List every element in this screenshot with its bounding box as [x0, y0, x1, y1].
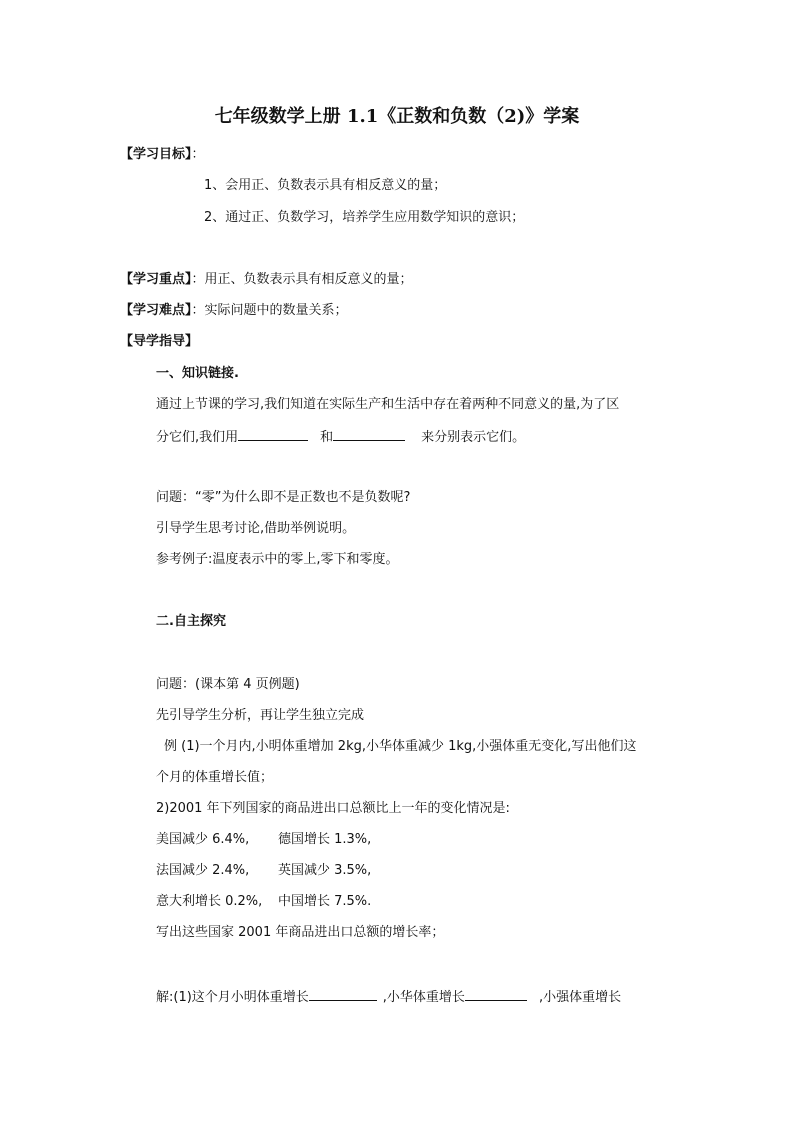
key-point-line [120, 272, 413, 288]
answer-blank[interactable] [465, 988, 527, 1001]
paragraph-text: 和 [320, 430, 334, 445]
paragraph-text: 来分别表示它们。 [421, 430, 526, 445]
difficulty-text: ：实际问题中的数量关系； [191, 303, 348, 318]
objectives-heading-line [120, 147, 205, 163]
objective-item: 1、会用正、负数表示具有相反意义的量； [204, 178, 447, 193]
guide-heading: 【导学指导】 [120, 334, 199, 349]
paragraph-text: 分它们,我们用 [156, 430, 239, 445]
page-title: 七年级数学上册 1.1《正数和负数（2)》学案 [214, 106, 580, 127]
answer-text: 解:(1)这个月小明体重增长 [156, 990, 309, 1005]
example-part2: 2)2001 年下列国家的商品进出口总额比上一年的变化情况是: [156, 801, 510, 816]
country-change: 美国减少 6.4%, [156, 832, 250, 847]
country-change: 英国减少 3.5%, [278, 863, 372, 878]
answer-line [156, 988, 621, 1006]
section1-question: 问题：“零”为什么即不是正数也不是负数呢? [156, 490, 411, 505]
example-line2: 个月的体重增长值； [156, 770, 274, 785]
section1-heading: 一、知识链接. [156, 366, 239, 381]
objectives-suffix: ： [191, 147, 205, 162]
section1-guide-text: 引导学生思考讨论,借助举例说明。 [156, 521, 356, 536]
section2-task: 写出这些国家 2001 年商品进出口总额的增长率； [156, 925, 445, 940]
section1-example-ref: 参考例子:温度表示中的零上,零下和零度。 [156, 552, 399, 567]
example-line1: 例 (1)一个月内,小明体重增加 2kg,小华体重减少 1kg,小强体重无变化,写出他们这 [164, 739, 637, 754]
objectives-heading: 【学习目标】 [120, 147, 192, 162]
country-change: 意大利增长 0.2%, [156, 894, 263, 909]
answer-text: ,小强体重增长 [538, 990, 622, 1005]
answer-blank[interactable] [309, 988, 377, 1001]
section2-instruction: 先引导学生分析，再让学生独立完成 [156, 708, 365, 723]
answer-blank[interactable] [238, 428, 308, 441]
answer-blank[interactable] [333, 428, 405, 441]
section1-paragraph-line1: 通过上节课的学习,我们知道在实际生产和生活中存在着两种不同意义的量,为了区 [156, 397, 620, 412]
section2-question: 问题：(课本第 4 页例题) [156, 677, 300, 692]
answer-text: ,小华体重增长 [382, 990, 465, 1005]
difficulty-heading: 【学习难点】 [120, 303, 192, 318]
country-change: 法国减少 2.4%, [156, 863, 250, 878]
difficulty-line [120, 303, 348, 319]
section2-heading: 二.自主探究 [156, 614, 226, 629]
section1-paragraph-line2 [156, 428, 525, 446]
key-point-text: ：用正、负数表示具有相反意义的量； [191, 272, 413, 287]
objective-item: 2、通过正、负数学习，培养学生应用数学知识的意识； [204, 210, 525, 225]
key-point-heading: 【学习重点】 [120, 272, 192, 287]
country-change: 中国增长 7.5%. [278, 894, 372, 909]
country-change: 德国增长 1.3%, [278, 832, 372, 847]
